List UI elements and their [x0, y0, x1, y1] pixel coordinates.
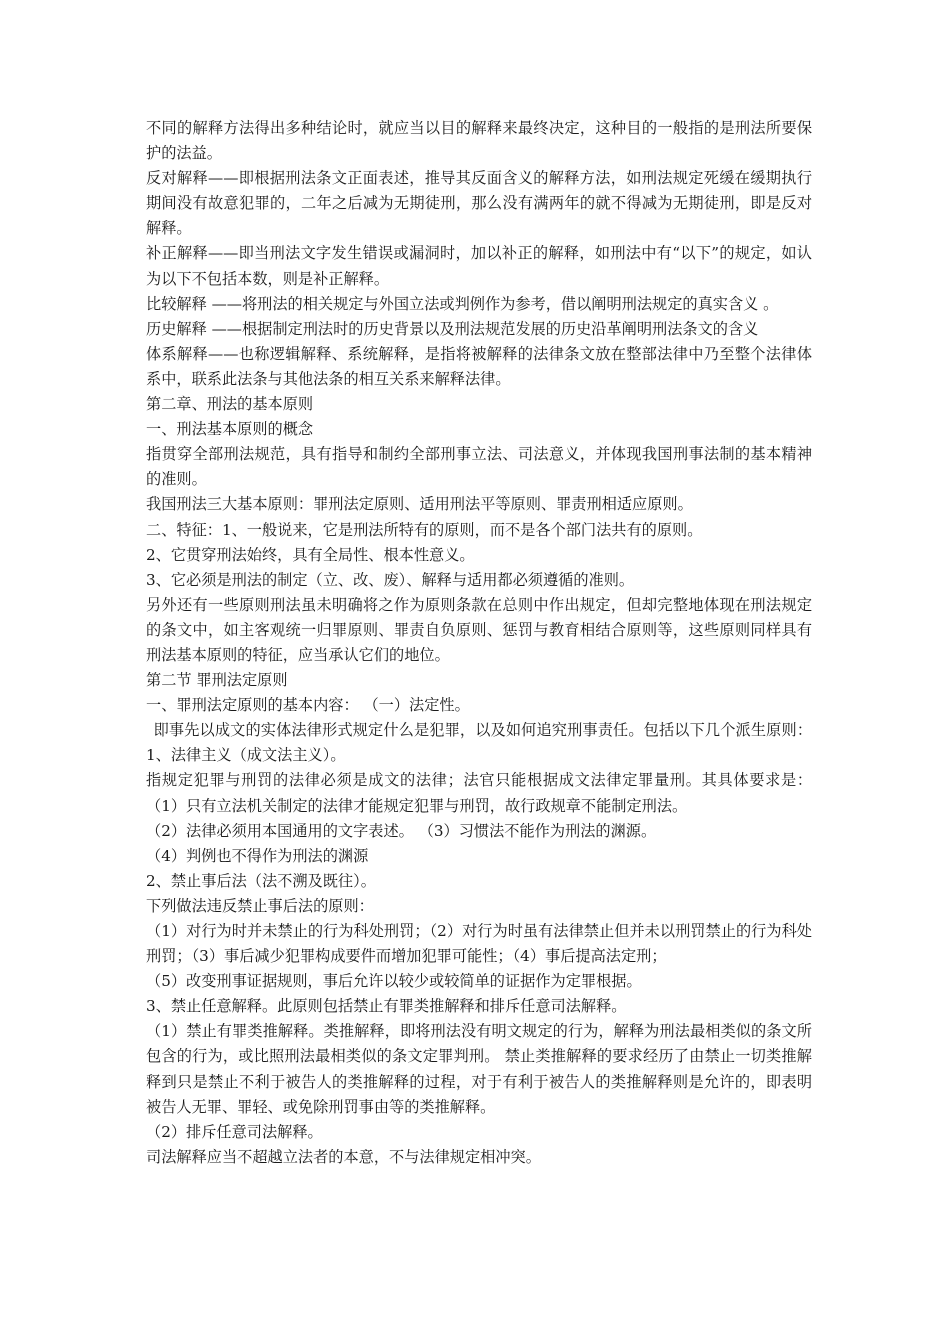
- paragraph-contrary-interpretation: 反对解释——即根据刑法条文正面表述，推导其反面含义的解释方法，如刑法规定死缓在缓期执行期间没有故意犯罪的，二年之后减为无期徒刑，那么没有满两年的就不得减为无期徒刑，即是反对解释。: [146, 169, 812, 238]
- paragraph-comparative-interpretation: 比较解释 ——将刑法的相关规定与外国立法或判例作为参考，借以阐明刑法规定的真实含义 。: [146, 294, 779, 313]
- paragraph-feature-2: 2、它贯穿刑法始终，具有全局性、根本性意义。: [146, 545, 475, 564]
- paragraph-basic-content: 一、罪刑法定原则的基本内容： （一）法定性。: [146, 696, 470, 715]
- paragraph-judicial-limit: 司法解释应当不超越立法者的本意，不与法律规定相冲突。: [146, 1147, 541, 1166]
- paragraph-judicial-interpretation: （2）排斥任意司法解释。: [146, 1122, 323, 1141]
- paragraph-written-law: 指规定犯罪与刑罚的法律必须是成文的法律；法官只能根据成文法律定罪量刑。其具体要求是： （1）只有立法机关制定的法律才能规定犯罪与刑罚，故行政规章不能制定刑法。: [146, 771, 812, 815]
- paragraph-violations-list: （1）对行为时并未禁止的行为科处刑罚；（2）对行为时虽有法律禁止但并未以刑罚禁止的行为科处刑罚；（3）事后减少犯罪构成要件而增加犯罪可能性；（4）事后提高法定刑；: [146, 922, 812, 966]
- paragraph-evidence-rules: （5）改变刑事证据规则，事后允许以较少或较简单的证据作为定罪根据。: [146, 972, 642, 991]
- paragraph-analogy-prohibition: （1）禁止有罪类推解释。类推解释，即将刑法没有明文规定的行为，解释为刑法最相类似的条文所包含的行为，或比照刑法最相类似的条文定罪判刑。 禁止类推解释的要求经历了由禁止一切类推解释到只是禁止不利于被告人的类推解释的过程，对于有利于被告人的类推解释则是允许的，即表明被告人无罪、罪轻、或免除刑罚事由等的类推解释。: [146, 1022, 812, 1116]
- section-heading-legality: 第二节 罪刑法定原则: [146, 671, 288, 690]
- paragraph-precedent: （4）判例也不得作为刑法的渊源: [146, 846, 369, 865]
- chapter-heading: 第二章、刑法的基本原则: [146, 395, 314, 414]
- paragraph-other-principles: 另外还有一些原则刑法虽未明确将之作为原则条款在总则中作出规定，但却完整地体现在刑法规定的条文中，如主客观统一归罪原则、罪责自负原则、惩罚与教育相结合原则等，这些原则同样具有刑法基本原则的特征，应当承认它们的地位。: [146, 595, 812, 664]
- section-heading-concept: 一、刑法基本原则的概念: [146, 420, 314, 439]
- paragraph-arbitrary-interpretation: 3、禁止任意解释。此原则包括禁止有罪类推解释和排斥任意司法解释。: [146, 997, 627, 1016]
- paragraph-purposive-interpretation: 不同的解释方法得出多种结论时，就应当以目的解释来最终决定，这种目的一般指的是刑法所要保护的法益。: [146, 119, 812, 163]
- paragraph-statutory-form: 即事先以成文的实体法律形式规定什么是犯罪，以及如何追究刑事责任。包括以下几个派生原则： 1、法律主义（成文法主义）。: [146, 721, 812, 765]
- paragraph-ex-post-facto: 2、禁止事后法（法不溯及既往）。: [146, 871, 376, 890]
- paragraph-feature-1: 二、特征：1、一般说来，它是刑法所特有的原则，而不是各个部门法共有的原则。: [146, 520, 703, 539]
- paragraph-concept-definition: 指贯穿全部刑法规范，具有指导和制约全部刑事立法、司法意义，并体现我国刑事法制的基本精神的准则。: [146, 445, 812, 489]
- document-page: [146, 116, 812, 1170]
- paragraph-historical-interpretation: 历史解释 ——根据制定刑法时的历史背景以及刑法规范发展的历史沿革阐明刑法条文的含义: [146, 319, 759, 338]
- paragraph-language-custom: （2）法律必须用本国通用的文字表述。 （3）习惯法不能作为刑法的渊源。: [146, 821, 657, 840]
- paragraph-corrective-interpretation: 补正解释——即当刑法文字发生错误或漏洞时，加以补正的解释，如刑法中有“以下”的规定，如认为以下不包括本数，则是补正解释。: [146, 244, 812, 288]
- paragraph-three-principles: 我国刑法三大基本原则：罪刑法定原则、适用刑法平等原则、罪责刑相适应原则。: [146, 495, 693, 514]
- paragraph-feature-3: 3、它必须是刑法的制定（立、改、废）、解释与适用都必须遵循的准则。: [146, 570, 635, 589]
- paragraph-systematic-interpretation: 体系解释——也称逻辑解释、系统解释，是指将被解释的法律条文放在整部法律中乃至整个法律体系中，联系此法条与其他法条的相互关系来解释法律。: [146, 344, 812, 388]
- paragraph-violations-intro: 下列做法违反禁止事后法的原则：: [146, 896, 374, 915]
